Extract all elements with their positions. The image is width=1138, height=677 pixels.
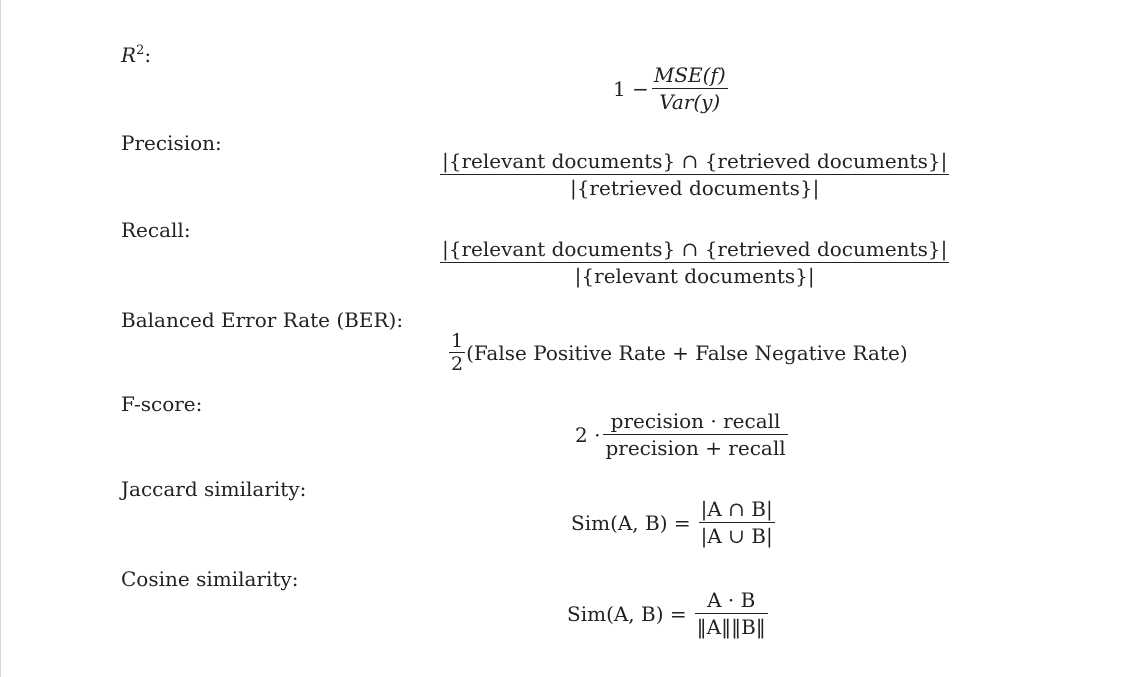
- precision-fraction: [440, 148, 949, 201]
- cosine-denominator: ‖A‖‖B‖: [696, 615, 766, 640]
- recall-fraction: [440, 236, 949, 289]
- f-score-numerator: precision · recall: [610, 409, 781, 433]
- f-score-formula: [575, 408, 791, 461]
- precision-denominator: |{retrieved documents}|: [569, 176, 820, 201]
- cosine-lhs: Sim(A, B) =: [567, 601, 687, 626]
- recall-numerator: |{relevant documents} ∩ {retrieved documents}|: [442, 237, 948, 261]
- ber-fraction: [449, 330, 465, 375]
- precision-numerator: |{relevant documents} ∩ {retrieved documents}|: [442, 149, 948, 173]
- f-score-denominator: precision + recall: [605, 436, 786, 461]
- r-squared-denominator: Var(y): [659, 90, 721, 115]
- r-squared-formula: [613, 62, 731, 115]
- r-squared-numerator: MSE(f): [653, 63, 726, 87]
- cosine-fraction: [695, 587, 768, 640]
- jaccard-lhs: Sim(A, B) =: [571, 510, 691, 535]
- jaccard-formula: [571, 496, 778, 549]
- jaccard-numerator: |A ∩ B|: [700, 497, 773, 521]
- f-score-label: F-score:: [121, 392, 203, 416]
- cosine-label: Cosine similarity:: [121, 567, 299, 591]
- jaccard-denominator: |A ∪ B|: [700, 524, 773, 549]
- f-score-lhs: 2 ·: [575, 422, 601, 447]
- cosine-formula: [567, 587, 771, 640]
- r-squared-lhs: 1 −: [613, 76, 649, 101]
- r-squared-fraction: [652, 62, 728, 115]
- f-score-fraction: [603, 408, 787, 461]
- precision-formula: [437, 148, 952, 201]
- cosine-numerator: A · B: [707, 588, 756, 612]
- r-squared-label: $R^2$:: [121, 43, 152, 67]
- ber-label: Balanced Error Rate (BER):: [121, 308, 404, 332]
- jaccard-fraction: [699, 496, 775, 549]
- ber-formula: [449, 330, 908, 375]
- jaccard-label: Jaccard similarity:: [121, 477, 307, 501]
- recall-formula: [437, 236, 952, 289]
- precision-label: Precision:: [121, 131, 222, 155]
- ber-rhs: (False Positive Rate + False Negative Rate): [466, 340, 908, 365]
- ber-numerator: 1: [451, 330, 464, 352]
- recall-denominator: |{relevant documents}|: [574, 264, 815, 289]
- recall-label: Recall:: [121, 218, 191, 242]
- ber-denominator: 2: [451, 353, 464, 376]
